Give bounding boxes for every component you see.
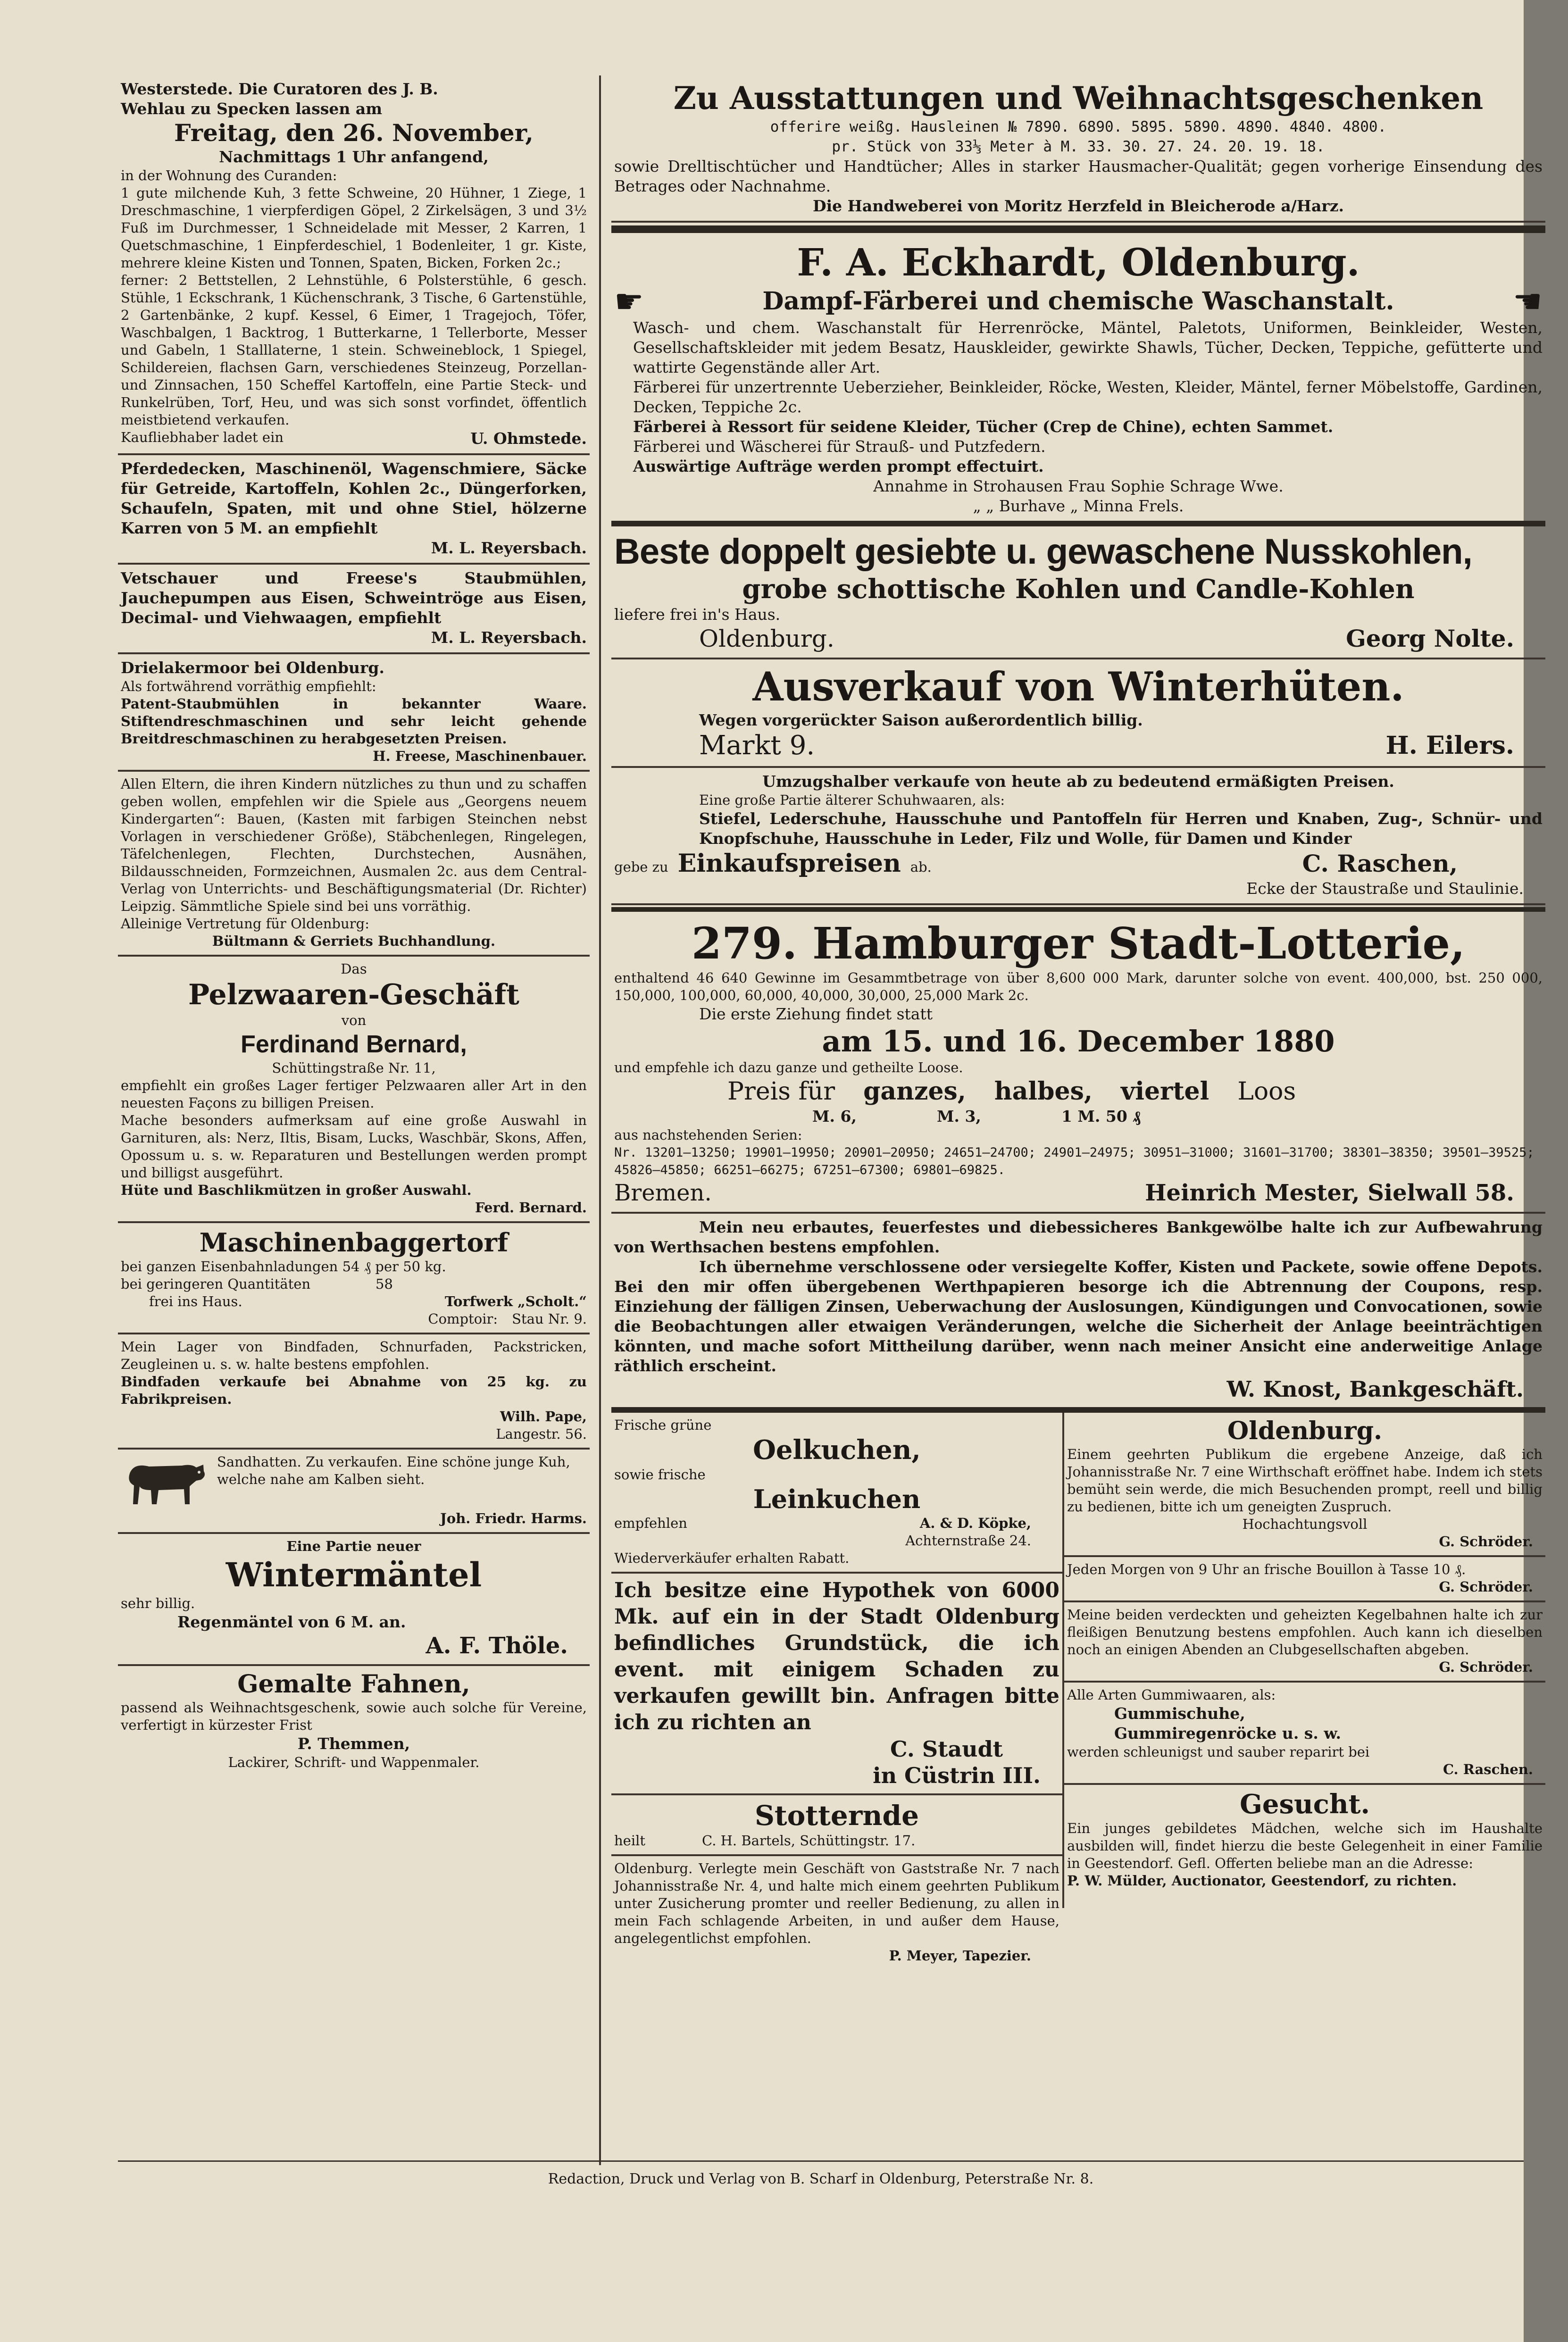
ad-line: ab. (910, 859, 932, 875)
ad-title: Oldenburg. (1227, 1417, 1383, 1445)
footer-rule (118, 2160, 1524, 2162)
ad-line: Eine große Partie älterer Schuhwaaren, als: (699, 792, 1005, 808)
ad-line: Langestr. 56. (496, 1426, 587, 1442)
ad-signature: A. F. Thöle. (425, 1633, 568, 1659)
ad-schroeder-wirthschaft (1064, 1413, 1545, 1557)
ad-title: Ferdinand Bernard, (241, 1031, 467, 1058)
ad-title: Oelkuchen, (753, 1434, 921, 1466)
ad-thoele (118, 1534, 590, 1666)
ad-signature: C. Staudt (890, 1736, 1003, 1762)
ad-schroeder-kegel (1064, 1602, 1545, 1683)
ad-title: Maschinenbaggertorf (199, 1227, 509, 1258)
price-item: ganzes, (863, 1077, 966, 1106)
ad-body: Wasch- und chem. Waschanstalt für Herrenröcke, Mäntel, Paletots, Uniformen, Beinkleider, Westen, Gesellschaftskleider mit jedem Besatz, Hauskleider, gewirkte Shawls, Tücher, Decken, Teppiche, gefütterte und wattirte Gegenstände aller Art. (633, 318, 1543, 376)
ad-meyer (611, 1856, 1062, 1969)
ad-koepke (611, 1413, 1062, 1574)
rule (611, 907, 1545, 912)
ad-subtitle: Dampf-Färberei und chemische Waschanstalt. (762, 287, 1394, 316)
rule (611, 225, 1545, 233)
ad-line: Comptoir: (428, 1311, 498, 1327)
ad-signature: P. Meyer, Tapezier. (889, 1948, 1031, 1964)
ad-body: Färberei und Wäscherei für Strauß- und Putzfedern. (633, 437, 1046, 456)
ad-line: Die erste Ziehung findet statt (699, 1005, 933, 1023)
ad-signature: H. Freese, Maschinenbauer. (373, 748, 587, 764)
ad-line: Gummiregenröcke u. s. w. (1114, 1724, 1341, 1742)
ad-line: „ „ Burhave „ Minna Frels. (973, 497, 1184, 515)
ad-heading: Umzugshalber verkaufe von heute ab zu bedeutend ermäßigten Preisen. (762, 772, 1394, 791)
ad-raschen-gummi (1064, 1683, 1545, 1785)
ad-city: Oldenburg. (699, 625, 834, 652)
ad-eckhardt (611, 236, 1545, 526)
ad-body: Ich übernehme verschlossene oder versiegelte Koffer, Kisten und Packete, sowie offene Depots. Bei den mir offen übergebenen Werthpapieren besorge ich die Abtrennung der Coupons, resp. Einziehung der fälligen Zinsen, Ueberwachung der Auslosungen, Kündigungen und Convocationen, sowie die Beobachtungen aller etwaigen Veränderungen, welche die Sicherheit der Anlage beeinträchtigen könnten, und mache sofort Mittheilung darüber, wenn nach meiner Ansicht eine anderweitige Anlage räthlich erscheint. (614, 1258, 1543, 1375)
ad-signature: W. Knost, Bankgeschäft. (1226, 1376, 1524, 1402)
ad-title: Stotternde (754, 1800, 919, 1832)
ad-raschen (611, 768, 1545, 905)
ad-line: Stau Nr. 9. (512, 1311, 587, 1327)
ad-line: Wehlau zu Specken lassen am (121, 100, 383, 118)
ad-harms (118, 1450, 590, 1534)
price-label: Loos (1237, 1077, 1296, 1106)
price-value: M. 6, (812, 1107, 857, 1125)
ad-freese (118, 654, 590, 772)
price-item: viertel (1121, 1077, 1209, 1106)
pointing-hand-icon: ☛ (614, 282, 644, 321)
ad-signature: P. Themmen, (297, 1734, 410, 1753)
ad-signature: M. L. Reyersbach. (431, 539, 587, 557)
ad-body: Sandhatten. Zu verkaufen. Eine schöne junge Kuh, welche nahe am Kalben sieht. (217, 1454, 570, 1487)
ad-line: sowie frische (614, 1467, 706, 1483)
ad-line: Alle Arten Gummiwaaren, als: (1067, 1687, 1276, 1703)
ad-body: Mein neu erbautes, feuerfestes und diebessicheres Bankgewölbe halte ich zur Aufbewahrung von Werthsachen bestens empfohlen. (614, 1218, 1543, 1256)
ad-line: gebe zu (614, 859, 668, 875)
ad-line: Alleinige Vertretung für Oldenburg: (121, 916, 369, 932)
cow-illustration (121, 1453, 210, 1510)
ad-body: Oldenburg. Verlegte mein Geschäft von Gaststraße Nr. 7 nach Johannisstraße Nr. 4, und halte mich einem geehrten Publikum unter Zusicherung promter und reeller Bedienung, zu allen in mein Fach schlagende Arbeiten, in und außer dem Hause, angelegentlichst empfohlen. (614, 1860, 1059, 1946)
ad-title: Gesucht. (1240, 1789, 1370, 1820)
ad-signature: Joh. Friedr. Harms. (440, 1510, 587, 1526)
ad-line: Das (341, 961, 367, 977)
ad-line: frei ins Haus. (149, 1293, 242, 1309)
ad-heading: Westerstede. Die Curatoren des J. B. (121, 80, 438, 98)
ad-line: 58 (375, 1276, 393, 1292)
ad-line: werden schleunigst und sauber reparirt bei (1067, 1744, 1370, 1760)
ad-title: 279. Hamburger Stadt-Lotterie, (691, 918, 1466, 969)
ad-line: Regenmäntel von 6 M. an. (177, 1613, 406, 1631)
ad-schroeder-bouillon (1064, 1557, 1545, 1602)
ad-signature: Ferd. Bernard. (475, 1200, 587, 1216)
ad-signature: Die Handweberei von Moritz Herzfeld in Bleicherode a/Harz. (813, 197, 1344, 215)
ad-body: Mein Lager von Bindfaden, Schnurfaden, Packstricken, Zeugleinen u. s. w. halte bestens empfohlen. (121, 1339, 587, 1372)
ad-signature: C. H. Bartels, Schüttingstr. 17. (702, 1833, 916, 1849)
ad-body: Jeden Morgen von 9 Uhr an frische Bouillon à Tasse 10 ₰. (1067, 1561, 1466, 1577)
ad-line: Einkaufspreisen (677, 849, 901, 878)
ad-body: Vetschauer und Freese's Staubmühlen, Jauchepumpen aus Eisen, Schweintröge aus Eisen, Decimal- und Viehwaagen, empfiehlt (121, 569, 587, 627)
ad-body: Mache besonders aufmerksam auf eine große Auswahl in Garnituren, als: Nerz, Iltis, Bisam, Lucks, Waschbär, Skons, Affen, Opossum u. s. w. Reparaturen und Bestellungen werden prompt und billigst ausgeführt. (121, 1112, 587, 1181)
ad-line: Ecke der Staustraße und Staulinie. (1246, 879, 1524, 898)
ad-eilers (611, 659, 1545, 768)
ad-line: aus nachstehenden Serien: (614, 1127, 802, 1143)
ad-body: Bindfaden verkaufe bei Abnahme von 25 kg. zu Fabrikpreisen. (121, 1374, 587, 1407)
ad-line: in der Wohnung des Curanden: (121, 167, 337, 183)
ad-signature: G. Schröder. (1439, 1534, 1533, 1550)
ad-signature: Bültmann & Gerriets Buchhandlung. (212, 933, 496, 949)
ad-body: Allen Eltern, die ihren Kindern nützliches zu thun und zu schaffen geben wollen, empfehlen wir die Spiele aus „Georgens neuem Kindergarten“: Bauen, (Kasten mit farbigen Steinchen nebst Vorlagen in verschiedener Größe), Stäbchenlegen, Ringelegen, Täfelchenlegen, Flechten, Durchstechen, Ausnähen, Bildausschneiden, Formzeichnen, Ausmalen 2c. aus dem Central-Verlag von Unterrichts- und Beschäftigungsmaterial (Dr. Richter) Leipzig. Sämmtliche Spiele sind bei uns vorräthig. (121, 776, 587, 914)
ad-body: Pferdedecken, Maschinenöl, Wagenschmiere, Säcke für Getreide, Kartoffeln, Kohlen 2c., Düngerforken, Schaufeln, Spaten, mit und ohne Stiel, hölzerne Karren von 5 M. an empfiehlt (121, 459, 587, 537)
ad-torf (118, 1223, 590, 1334)
ad-body: empfiehlt ein großes Lager fertiger Pelzwaaren aller Art in den neuesten Façons zu billigen Preisen. (121, 1077, 587, 1111)
ad-line: empfehlen (614, 1515, 687, 1531)
ad-subtitle: grobe schottische Kohlen und Candle-Kohlen (742, 574, 1415, 605)
ad-time: Nachmittags 1 Uhr anfangend, (219, 148, 489, 166)
ad-title: Pelzwaaren-Geschäft (188, 978, 519, 1011)
ad-line: heilt (614, 1833, 646, 1849)
ad-reyersbach-2 (118, 565, 590, 654)
price-item: halbes, (994, 1077, 1093, 1106)
ad-signature: M. L. Reyersbach. (431, 628, 587, 647)
ad-heading: Drielakermoor bei Oldenburg. (121, 658, 384, 677)
ad-line: pr. Stück von 33⅓ Meter à M. 33. 30. 27. 24. 20. 19. 18. (832, 138, 1325, 155)
ad-signature: Torfwerk „Scholt.“ (444, 1293, 587, 1309)
ad-body: Ich besitze eine Hypothek von 6000 Mk. auf ein in der Stadt Oldenburg befindliches Grundstück, die ich event. mit einigem Schaden zu verkaufen gewillt bin. Anfragen bitte ich zu richten an (614, 1578, 1059, 1734)
ad-signature: P. W. Mülder, Auctionator, Geestendorf, zu richten. (1067, 1873, 1457, 1889)
ad-body: passend als Weihnachtsgeschenk, sowie auch solche für Vereine, verfertigt in kürzester Frist (121, 1700, 587, 1733)
ad-westerstede-auction (118, 75, 590, 455)
ad-reyersbach-1 (118, 455, 590, 565)
ad-line: sehr billig. (121, 1595, 195, 1611)
ad-kindergarten (118, 772, 590, 957)
ad-title: Beste doppelt gesiebte u. gewaschene Nusskohlen, (614, 532, 1472, 572)
ad-body: Ein junges gebildetes Mädchen, welche sich im Haushalte ausbilden will, findet hierzu die beste Gelegenheit in einer Familie in Geestendorf. Gefl. Offerten beliebe man an die Adresse: (1067, 1820, 1543, 1871)
right-subcolumn-left (611, 1413, 1064, 1964)
ad-title: Zu Ausstattungen und Weihnachtsgeschenken (673, 80, 1484, 117)
ad-signature: Wilh. Pape, (500, 1409, 587, 1425)
ad-line: Hochachtungsvoll (1242, 1516, 1368, 1532)
ad-line: Wegen vorgerückter Saison außerordentlich billig. (699, 711, 1143, 729)
ad-line: Annahme in Strohausen Frau Sophie Schrage Wwe. (873, 477, 1284, 495)
ad-body: 1 gute milchende Kuh, 3 fette Schweine, 20 Hühner, 1 Ziege, 1 Dreschmaschine, 1 vierpferdigen Göpel, 2 Zirkelsägen, 3 und 3½ Fuß im Durchmesser, 1 Schneidelade mit Messer, 2 Karren, 1 Quetschmaschine, 1 Einpferdeschiel, 1 Bodenleiter, 1 gr. Kiste, mehrere kleine Kisten und Tonnen, Spaten, Bicken, Forken 2c.; (121, 185, 587, 271)
ad-body: Patent-Staubmühlen in bekannter Waare. Stiftendreschmaschinen und sehr leicht gehende Breitdreschmaschinen zu herabgesetzten Preisen. (121, 696, 587, 747)
ad-date: Freitag, den 26. November, (174, 119, 534, 147)
ad-line: und empfehle ich dazu ganze und getheilte Loose. (614, 1059, 963, 1075)
ad-line: von (341, 1012, 367, 1028)
ad-signature: C. Raschen. (1443, 1761, 1533, 1777)
left-column (118, 75, 590, 1776)
pointing-hand-icon: ☛ (1513, 282, 1543, 321)
ad-line: liefere frei in's Haus. (614, 605, 781, 624)
ad-themmen (118, 1666, 590, 1776)
ad-body: enthaltend 46 640 Gewinne im Gesammtbetrage von über 8,600 000 Mark, darunter solche von event. 400,000, bst. 250 000, 150,000, 100,000, 60,000, 40,000, 30,000, 25,000 Mark 2c. (614, 970, 1543, 1003)
ad-line: Kaufliebhaber ladet ein (121, 429, 284, 445)
price-value: 1 M. 50 ₰ (1061, 1107, 1141, 1125)
ad-knost (611, 1214, 1545, 1413)
ad-body: Auswärtige Aufträge werden prompt effectuirt. (633, 457, 1044, 475)
right-subcolumn-right (1064, 1413, 1545, 1908)
ad-herzfeld (611, 75, 1545, 223)
ad-line: Gummischuhe, (1114, 1704, 1245, 1723)
imprint-footer: Redaction, Druck und Verlag von B. Scharf in Oldenburg, Peterstraße Nr. 8. (548, 2171, 1094, 2187)
ad-line: Wiederverkäufer erhalten Rabatt. (614, 1550, 850, 1566)
ad-title: F. A. Eckhardt, Oldenburg. (797, 240, 1360, 284)
right-column (611, 75, 1545, 1964)
ad-body: sowie Drelltischtücher und Handtücher; Alles in starker Hausmacher-Qualität; gegen vorherige Einsendung des Betrages oder Nachnahme. (614, 157, 1543, 195)
ad-line: Lackirer, Schrift- und Wappenmaler. (228, 1754, 480, 1770)
ad-pape (118, 1334, 590, 1450)
ad-series: Nr. 13201—13250; 19901—19950; 20901—20950; 24651—24700; 24901—24975; 30951—31000; 31601—31700; 38301—38350; 39501—39525; 45826—45850; 66251—66275; 67251—67300; 69801—69825. (614, 1145, 1535, 1177)
ad-city: Bremen. (614, 1180, 712, 1206)
ad-line: bei geringeren Quantitäten (121, 1276, 311, 1292)
ad-lotterie (611, 914, 1545, 1214)
ad-line: offerire weißg. Hausleinen № 7890. 6890. 5895. 5890. 4890. 4840. 4800. (770, 118, 1387, 135)
price-value: M. 3, (936, 1107, 981, 1125)
ad-signature: Heinrich Mester, Sielwall 58. (1145, 1180, 1514, 1206)
ad-signature: G. Schröder. (1439, 1579, 1533, 1595)
ad-line: Schüttingstraße Nr. 11, (272, 1060, 436, 1076)
ad-line: Frische grüne (614, 1417, 712, 1433)
ad-date: am 15. und 16. December 1880 (822, 1024, 1335, 1058)
ad-signature: Georg Nolte. (1346, 625, 1514, 652)
ad-line: bei ganzen Eisenbahnladungen 54 ₰ per 50 kg. (121, 1259, 446, 1275)
ad-line: in Cüstrin III. (873, 1763, 1041, 1788)
ad-body: Meine beiden verdeckten und geheizten Kegelbahnen halte ich zur fleißigen Benutzung bestens empfohlen. Auch kann ich dieselben noch an einigen Abenden an Clubgesellschaften abgeben. (1067, 1607, 1543, 1658)
ad-signature: U. Ohmstede. (470, 429, 587, 448)
ad-title: Gemalte Fahnen, (237, 1670, 470, 1699)
ad-gesucht (1064, 1785, 1545, 1894)
ad-body: Färberei für unzertrennte Ueberzieher, Beinkleider, Röcke, Westen, Kleider, Mäntel, ferner Möbelstoffe, Gardinen, Decken, Teppiche 2c. (633, 378, 1543, 416)
ad-title: Leinkuchen (753, 1484, 921, 1514)
ad-bartels (611, 1795, 1062, 1856)
ad-signature: A. & D. Köpke, (919, 1515, 1031, 1531)
ad-line: Als fortwährend vorräthig empfiehlt: (121, 678, 376, 694)
ad-title: Wintermäntel (225, 1555, 482, 1594)
ad-signature: C. Raschen, (1302, 850, 1458, 877)
ad-body: ferner: 2 Bettstellen, 2 Lehnstühle, 6 Polsterstühle, 6 gesch. Stühle, 1 Eckschrank, 1 Küchenschrank, 3 Tische, 6 Gartenstühle, 2 Gartenbänke, 2 kupf. Kessel, 6 Eimer, 1 Tragejoch, Töfer, Waschbalgen, 1 Backtrog, 1 Butterkarne, 1 Tellerborte, Messer und Gabeln, 1 Stalllaterne, 1 stein. Schweineblock, 1 Spiegel, Schildereien, flachsen Garn, verschiedenes Steinzeug, Porzellan- und Zinnsachen, 150 Scheffel Kartoffeln, eine Partie Steck- und Runkelrüben, Torf, Heu, und was sich sonst vorfindet, öffentlich meistbietend verkaufen. (121, 272, 587, 428)
ad-pelzwaaren (118, 957, 590, 1223)
ad-line: Hüte und Baschlikmützen in großer Auswahl. (121, 1182, 472, 1198)
ad-place: Markt 9. (699, 730, 815, 761)
ad-body: Einem geehrten Publikum die ergebene Anzeige, daß ich Johannisstraße Nr. 7 eine Wirthschaft eröffnet habe. Indem ich stets bemüht sein werde, die mich Besuchenden prompt, reell und billig zu bedienen, bitte ich um geneigten Zuspruch. (1067, 1446, 1543, 1515)
ad-title: Ausverkauf von Winterhüten. (752, 663, 1404, 710)
price-label: Preis für (727, 1077, 835, 1106)
column-divider (599, 75, 601, 2165)
ad-line: Eine Partie neuer (286, 1538, 421, 1554)
ad-body: Färberei à Ressort für seidene Kleider, Tücher (Crep de Chine), echten Sammet. (633, 417, 1334, 436)
ad-line: Achternstraße 24. (905, 1533, 1031, 1549)
ad-staudt (611, 1574, 1062, 1795)
ad-signature: H. Eilers. (1385, 731, 1514, 760)
ad-nolte (611, 526, 1545, 659)
ad-body: Stiefel, Lederschuhe, Hausschuhe und Pantoffeln für Herren und Knaben, Zug-, Schnür- und Knopfschuhe, Hausschuhe in Leder, Filz und Wolle, für Damen und Kinder (699, 809, 1543, 848)
ad-signature: G. Schröder. (1439, 1659, 1533, 1675)
